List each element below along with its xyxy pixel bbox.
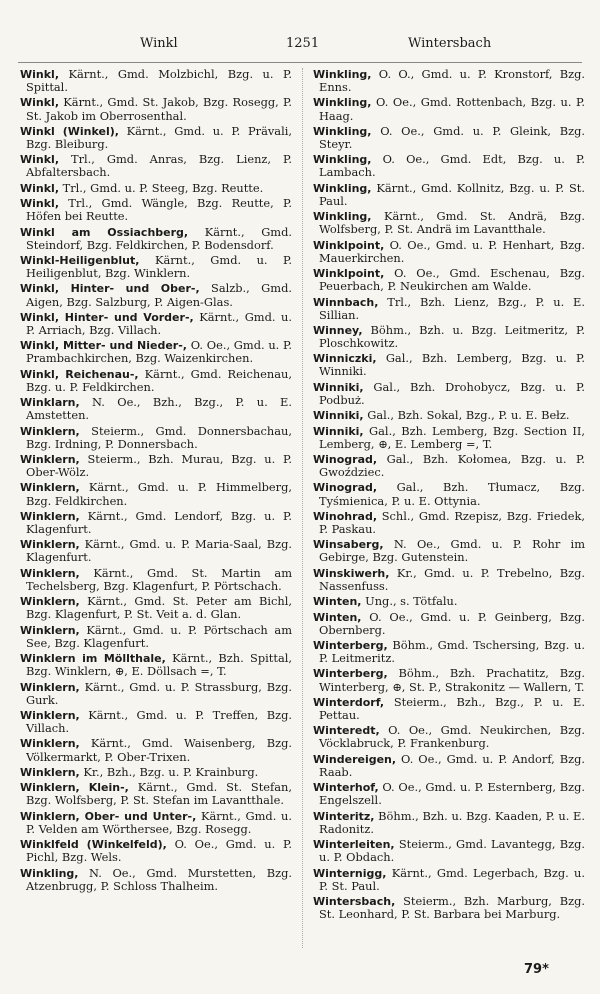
entry-place-name: Winkl, — [20, 181, 59, 195]
entry-details: Gal., Bzh. Sokal, Bzg., P. u. E. Bełz. — [367, 408, 570, 423]
entry-details: O. Oe., Gmd. u. P. Pichl, Bzg. Wels. — [26, 837, 293, 865]
gazetteer-entry — [313, 538, 585, 564]
gazetteer-entry — [313, 239, 585, 265]
entry-place-name: Winklern, — [20, 538, 80, 552]
gazetteer-entry — [20, 396, 292, 422]
gazetteer-entry — [313, 696, 585, 722]
gazetteer-entry — [313, 895, 585, 921]
entry-place-name: Winterleiten, — [313, 838, 395, 852]
entry-place-name: Winkl, Hinter- und Ober-, — [20, 282, 200, 296]
entry-details: Steierm., Bzh. Marburg, Bzg. St. Leonhard, P. St. Barbara bei Marburg. — [319, 893, 585, 922]
entry-place-name: Winkl, — [20, 197, 59, 211]
entry-place-name: Winniki, — [313, 380, 364, 394]
entry-details: Kärnt., Gmd. u. P. Arriach, Bzg. Villach. — [26, 309, 292, 337]
entry-place-name: Windereigen, — [313, 752, 397, 766]
entry-place-name: Winteritz, — [313, 809, 375, 823]
entry-place-name: Winklern im Möllthale, — [20, 652, 166, 666]
entry-details: Böhm., Bzh. Prachatitz, Bzg. Winterberg, ⊕, St. P., Strakonitz — Wallern, T. — [319, 666, 585, 694]
entry-details: Gal., Bzh. Kołomea, Bzg. u. P. Gwoździec. — [319, 452, 585, 480]
entry-place-name: Winterberg, — [313, 639, 388, 652]
entry-details: O. Oe., Gmd. u. P. Prambachkirchen, Bzg. Waizenkirchen. — [26, 338, 292, 366]
gazetteer-entry — [313, 352, 585, 378]
gazetteer-entry — [313, 724, 585, 750]
entry-place-name: Winkl (Winkel), — [20, 124, 119, 138]
footer-page-number: 79* — [524, 962, 549, 977]
entry-details: Kärnt., Gmd. St. Stefan, Bzg. Wolfsberg, P. St. Stefan im Lavantthale. — [26, 780, 292, 808]
gazetteer-entry — [313, 425, 585, 451]
gazetteer-entry — [20, 311, 292, 337]
entry-details: O. Oe., Gmd. u. P. Gleink, Bzg. Steyr. — [319, 123, 585, 151]
header-first-entry: Winkl — [140, 36, 178, 51]
gazetteer-entry — [313, 210, 585, 236]
entry-place-name: Winnbach, — [313, 295, 379, 309]
entry-details: O. Oe., Gmd. Rottenbach, Bzg. u. P. Haag. — [319, 95, 585, 123]
entry-place-name: Winkl, Reichenau-, — [20, 367, 139, 381]
entry-details: Kärnt., Gmd. u. P. Strassburg, Bzg. Gurk. — [26, 679, 292, 707]
gazetteer-entry — [20, 652, 292, 678]
entry-place-name: Winternigg, — [313, 866, 387, 880]
column-divider — [302, 68, 303, 948]
entry-details: Kr., Bzh., Bzg. u. P. Krainburg. — [83, 764, 259, 779]
entry-details: Steierm., Bzh., Bzg., P. u. E. Pettau. — [319, 694, 585, 722]
entry-details: Kärnt., Gmd. u. P. Prävali, Bzg. Bleiburg. — [26, 123, 293, 151]
entry-details: Kärnt., Gmd. Steindorf, Bzg. Feldkirchen, P. Bodensdorf. — [26, 224, 293, 252]
entry-details: Kärnt., Bzh. Spittal, Bzg. Winklern, ⊕, E. Döllsach =, T. — [26, 651, 293, 679]
entry-details: Böhm., Gmd. Tschersing, Bzg. u. P. Leitmeritz. — [319, 638, 585, 666]
gazetteer-entry — [20, 681, 292, 707]
gazetteer-entry — [313, 510, 585, 536]
gazetteer-entry — [20, 282, 292, 308]
entry-place-name: Winniczki, — [313, 352, 377, 366]
entry-place-name: Winklern, — [20, 765, 80, 779]
entry-details: Kärnt., Gmd. u. P. Treffen, Bzg. Villach. — [26, 707, 292, 736]
gazetteer-entry — [20, 709, 292, 735]
entry-place-name: Winten, — [313, 595, 362, 609]
entry-details: N. Oe., Gmd. Murstetten, Bzg. Atzenbrugg, P. Schloss Thalheim. — [26, 865, 292, 893]
entry-details: Trl., Gmd. Wängle, Bzg. Reutte, P. Höfen bei Reutte. — [26, 196, 292, 224]
entry-place-name: Winkl am Ossiachberg, — [20, 225, 189, 239]
gazetteer-entry — [313, 867, 585, 893]
gazetteer-entry — [20, 96, 292, 122]
entry-place-name: Winklpoint, — [313, 267, 385, 281]
entry-details: Kärnt., Gmd. u. P. Velden am Wörthersee, Bzg. Rosegg. — [26, 808, 292, 836]
entry-place-name: Winkl, Mitter- und Nieder-, — [20, 339, 187, 353]
gazetteer-entry — [313, 68, 585, 94]
entry-place-name: Winkl, — [20, 96, 59, 110]
entry-place-name: Winkl-Heiligenblut, — [20, 253, 140, 267]
entry-details: Kärnt., Gmd. Molzbichl, Bzg. u. P. Spittal. — [26, 67, 292, 95]
entry-details: O. Oe., Gmd. u. P. Geinberg, Bzg. Obernberg. — [319, 609, 585, 637]
entry-details: Böhm., Bzh. u. Bzg. Kaaden, P. u. E. Radonitz. — [319, 808, 585, 836]
entry-details: O. Oe., Gmd. Neukirchen, Bzg. Vöcklabruck, P. Frankenburg. — [319, 723, 585, 751]
header-last-entry: Wintersbach — [408, 36, 492, 51]
entry-place-name: Winograd, — [313, 453, 378, 467]
entry-place-name: Winklpoint, — [313, 238, 385, 252]
entry-details: Kärnt., Gmd. u. P. Pörtschach am See, Bzg. Klagenfurt. — [26, 622, 292, 650]
entry-details: Trl., Bzh. Lienz, Bzg., P. u. E. Sillian. — [319, 294, 585, 322]
gazetteer-entry — [313, 453, 585, 479]
entry-details: O. Oe., Gmd. u. P. Henhart, Bzg. Mauerkirchen. — [319, 237, 585, 265]
entry-details: Steierm., Gmd. Donnersbachau, Bzg. Irdning, P. Donnersbach. — [26, 423, 293, 451]
entry-details: O. Oe., Gmd. u. P. Andorf, Bzg. Raab. — [319, 751, 586, 779]
entry-details: Kärnt., Gmd. Legerbach, Bzg. u. P. St. Paul. — [319, 865, 586, 893]
gazetteer-entry — [20, 624, 292, 650]
entry-place-name: Winkling, — [313, 181, 372, 195]
entry-details: Gal., Bzh. Drohobycz, Bzg. u. P. Podbuż. — [319, 379, 586, 407]
entry-details: O. Oe., Gmd. Edt, Bzg. u. P. Lambach. — [319, 152, 585, 180]
gazetteer-entry — [313, 267, 585, 293]
gazetteer-entry — [313, 639, 585, 665]
entry-details: Kärnt., Gmd. Reichenau, Bzg. u. P. Feldkirchen. — [26, 366, 292, 394]
entry-place-name: Winskiwerh, — [313, 566, 390, 580]
entry-details: N. Oe., Gmd. u. P. Rohr im Gebirge, Bzg. Gutenstein. — [319, 537, 586, 565]
entry-place-name: Winkling, — [313, 210, 372, 224]
gazetteer-entry — [20, 153, 292, 179]
entry-details: Kärnt., Gmd. St. Jakob, Bzg. Rosegg, P. St. Jakob im Oberrosenthal. — [26, 95, 293, 123]
page-header — [0, 36, 600, 58]
entry-place-name: Winsaberg, — [313, 538, 384, 552]
gazetteer-entry — [20, 781, 292, 807]
entry-details: O. Oe., Gmd. u. P. Esternberg, Bzg. Engelszell. — [319, 780, 586, 808]
entry-details: Kärnt., Gmd. u. P. Heiligenblut, Bzg. Winklern. — [26, 252, 292, 281]
gazetteer-entry — [20, 737, 292, 763]
entry-place-name: Winklern, Ober- und Unter-, — [20, 809, 197, 823]
gazetteer-entry — [313, 381, 585, 407]
header-rule — [18, 62, 582, 63]
entry-place-name: Winklern, — [20, 566, 80, 580]
entry-place-name: Winteredt, — [313, 724, 380, 738]
entry-place-name: Winklern, Klein-, — [20, 781, 129, 795]
gazetteer-entry — [20, 453, 292, 479]
gazetteer-entry — [20, 766, 292, 779]
entry-details: Steierm., Gmd. Lavantegg, Bzg. u. P. Obdach. — [319, 837, 585, 865]
entry-details: Trl., Gmd. Anras, Bzg. Lienz, P. Abfaltersbach. — [26, 152, 293, 180]
entry-place-name: Wintersbach, — [313, 894, 396, 908]
entry-details: Gal., Bzh. Lemberg, Bzg. Section II, Lemberg, ⊕, E. Lemberg =, T. — [319, 423, 586, 451]
entry-details: Gal., Bzh. Lemberg, Bzg. u. P. Winniki. — [319, 351, 585, 379]
gazetteer-entry — [20, 425, 292, 451]
gazetteer-entry — [313, 753, 585, 779]
entry-details: Kärnt., Gmd. St. Martin am Techelsberg, Bzg. Klagenfurt, P. Pörtschach. — [26, 565, 292, 593]
entry-details: Kärnt., Gmd. Kollnitz, Bzg. u. P. St. Paul. — [319, 180, 585, 208]
gazetteer-entry — [313, 324, 585, 350]
right-column — [313, 68, 585, 923]
entry-place-name: Winklern, — [20, 680, 80, 694]
header-page-number: 1251 — [286, 36, 320, 51]
entry-place-name: Winkling, — [313, 96, 372, 110]
left-column — [20, 68, 292, 895]
gazetteer-entry — [20, 810, 292, 836]
gazetteer-entry — [313, 611, 585, 637]
gazetteer-entry — [313, 595, 585, 608]
entry-details: Gal., Bzh. Tłumacz, Bzg. Tyśmienica, P. u. E. Ottynia. — [319, 480, 585, 508]
gazetteer-entry — [20, 481, 292, 507]
entry-details: Kärnt., Gmd. u. P. Himmelberg, Bzg. Feldkirchen. — [26, 480, 292, 508]
entry-place-name: Winkling, — [20, 866, 79, 880]
gazetteer-entry — [20, 838, 292, 864]
entry-place-name: Winterhof, — [313, 781, 379, 795]
entry-place-name: Winney, — [313, 323, 363, 337]
entry-details: Trl., Gmd. u. P. Steeg, Bzg. Reutte. — [62, 180, 264, 195]
entry-details: Kärnt., Gmd. St. Andrä, Bzg. Wolfsberg, P. St. Andrä im Lavantthale. — [319, 209, 585, 237]
entry-details: Ung., s. Tötfalu. — [365, 594, 458, 609]
entry-place-name: Winohrad, — [313, 509, 378, 523]
entry-place-name: Winklern, — [20, 623, 80, 637]
gazetteer-entry — [313, 182, 585, 208]
gazetteer-entry — [20, 254, 292, 280]
gazetteer-entry — [20, 182, 292, 195]
entry-details: Kärnt., Gmd. Lendorf, Bzg. u. P. Klagenfurt. — [26, 508, 292, 536]
gazetteer-entry — [313, 781, 585, 807]
entry-place-name: Winniki, — [313, 424, 364, 438]
gazetteer-entry — [313, 153, 585, 179]
entry-place-name: Winkling, — [313, 153, 372, 167]
gazetteer-entry — [20, 226, 292, 252]
gazetteer-entry — [20, 538, 292, 564]
entry-place-name: Winklern, — [20, 595, 80, 609]
gazetteer-entry — [20, 68, 292, 94]
entry-place-name: Winniki, — [313, 409, 364, 423]
gazetteer-entry — [20, 368, 292, 394]
entry-details: Böhm., Bzh. u. Bzg. Leitmeritz, P. Ploschkowitz. — [319, 322, 585, 351]
entry-place-name: Winkl, — [20, 153, 59, 167]
gazetteer-entry — [20, 125, 292, 151]
gazetteer-entry — [313, 96, 585, 122]
gazetteer-entry — [313, 409, 585, 422]
entry-details: O. O., Gmd. u. P. Kronstorf, Bzg. Enns. — [319, 67, 586, 95]
entry-place-name: Winkl, — [20, 68, 59, 81]
gazetteer-entry — [313, 567, 585, 593]
entry-place-name: Winklern, — [20, 481, 80, 495]
gazetteer-entry — [20, 510, 292, 536]
entry-place-name: Winklern, — [20, 509, 80, 523]
entry-details: Kr., Gmd. u. P. Trebelno, Bzg. Nassenfuss. — [319, 565, 585, 593]
entry-details: O. Oe., Gmd. Eschenau, Bzg. Peuerbach, P. Neukirchen am Walde. — [319, 266, 585, 294]
gazetteer-entry — [313, 810, 585, 836]
entry-place-name: Winklern, — [20, 737, 80, 751]
entry-place-name: Winograd, — [313, 481, 378, 495]
entry-place-name: Winterdorf, — [313, 695, 385, 709]
entry-place-name: Winkl, Hinter- und Vorder-, — [20, 310, 194, 324]
gazetteer-entry — [313, 667, 585, 693]
entry-place-name: Winterberg, — [313, 667, 388, 681]
gazetteer-entry — [20, 867, 292, 893]
entry-details: Kärnt., Gmd. St. Peter am Bichl, Bzg. Klagenfurt, P. St. Veit a. d. Glan. — [26, 594, 292, 622]
entry-details: Kärnt., Gmd. u. P. Maria-Saal, Bzg. Klagenfurt. — [26, 537, 292, 565]
entry-details: Steierm., Bzh. Murau, Bzg. u. P. Ober-Wölz. — [26, 452, 292, 480]
gazetteer-entry — [313, 481, 585, 507]
gazetteer-entry — [20, 339, 292, 365]
entry-place-name: Winklarn, — [20, 396, 80, 410]
entry-details: Salzb., Gmd. Aigen, Bzg. Salzburg, P. Aigen-Glas. — [26, 281, 292, 309]
gazetteer-entry — [313, 838, 585, 864]
entry-place-name: Winklern, — [20, 424, 80, 438]
gazetteer-entry — [313, 296, 585, 322]
gazetteer-entry — [20, 567, 292, 593]
entry-place-name: Winten, — [313, 610, 362, 624]
entry-place-name: Winkling, — [313, 68, 372, 81]
entry-details: N. Oe., Bzh., Bzg., P. u. E. Amstetten. — [26, 395, 292, 423]
entry-place-name: Winklern, — [20, 708, 80, 722]
gazetteer-entry — [20, 197, 292, 223]
entry-place-name: Winkling, — [313, 124, 372, 138]
entry-place-name: Winklfeld (Winkelfeld), — [20, 838, 167, 852]
entry-place-name: Winklern, — [20, 453, 80, 467]
gazetteer-entry — [20, 595, 292, 621]
entry-details: Schl., Gmd. Rzepisz, Bzg. Friedek, P. Paskau. — [319, 508, 586, 536]
gazetteer-entry — [313, 125, 585, 151]
entry-details: Kärnt., Gmd. Waisenberg, Bzg. Völkermarkt, P. Ober-Trixen. — [26, 736, 292, 764]
